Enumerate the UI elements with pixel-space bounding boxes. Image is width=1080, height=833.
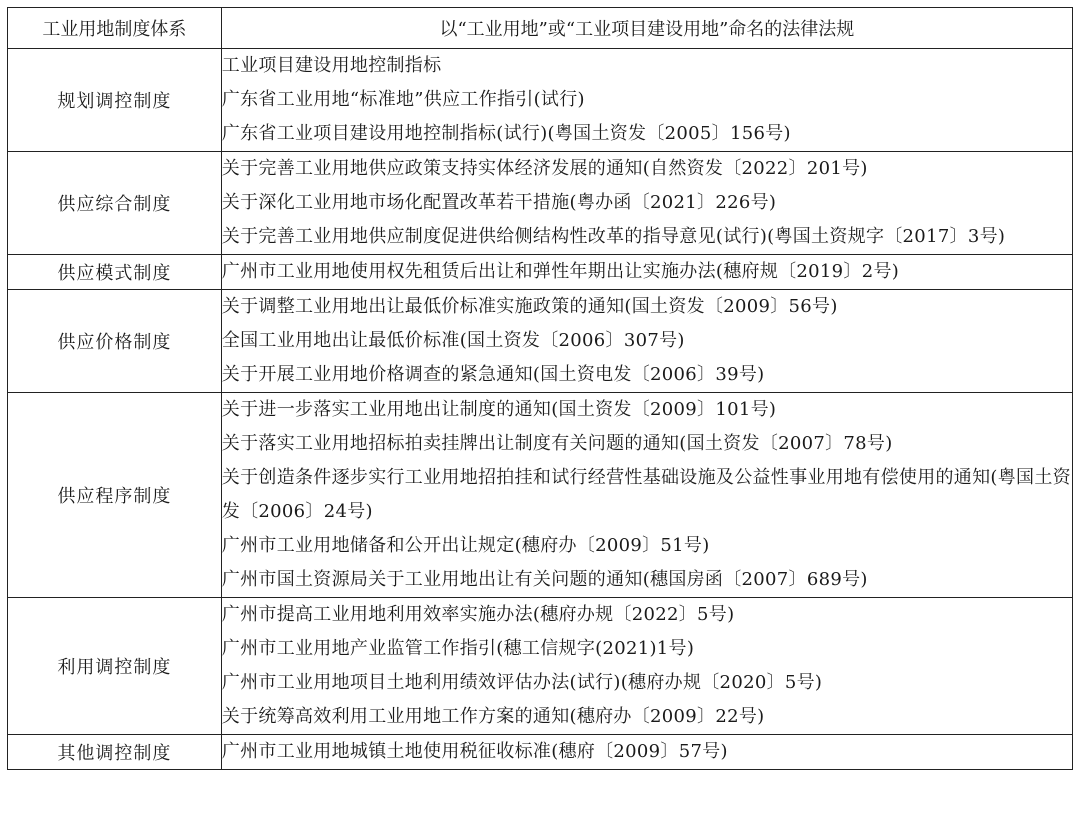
laws-cell — [221, 152, 1072, 255]
law-item: 关于完善工业用地供应政策支持实体经济发展的通知(自然资发〔2022〕201号) — [221, 158, 868, 179]
law-item: 关于完善工业用地供应制度促进供给侧结构性改革的指导意见(试行)(粤国土资规字〔2017〕3号) — [221, 226, 1006, 247]
table-row — [8, 393, 1073, 598]
law-item: 广州市工业用地项目土地利用绩效评估办法(试行)(穗府办规〔2020〕5号) — [221, 672, 823, 693]
law-item: 关于创造条件逐步实行工业用地招拍挂和试行经营性基础设施及公益性事业用地有偿使用的通知(粤国土资发〔2006〕24号) — [221, 467, 1071, 522]
law-item: 广州市工业用地城镇土地使用税征收标准(穗府〔2009〕57号) — [221, 741, 728, 762]
laws-cell — [221, 290, 1072, 393]
laws-cell — [221, 255, 1072, 290]
law-item: 关于深化工业用地市场化配置改革若干措施(粤办函〔2021〕226号) — [221, 192, 777, 213]
table-body — [8, 49, 1073, 770]
category-cell: 供应价格制度 — [8, 290, 222, 393]
header-regulations: 以“工业用地”或“工业项目建设用地”命名的法律法规 — [221, 8, 1072, 49]
header-row — [8, 8, 1073, 49]
law-item: 广州市国土资源局关于工业用地出让有关问题的通知(穗国房函〔2007〕689号) — [221, 569, 868, 590]
laws-cell — [221, 393, 1072, 598]
law-item: 广州市工业用地产业监管工作指引(穗工信规字(2021)1号) — [221, 638, 695, 659]
law-item: 广州市工业用地使用权先租赁后出让和弹性年期出让实施办法(穗府规〔2019〕2号) — [221, 261, 900, 282]
law-item: 关于调整工业用地出让最低价标准实施政策的通知(国土资发〔2009〕56号) — [221, 296, 838, 317]
table-row — [8, 735, 1073, 770]
table-row — [8, 598, 1073, 735]
law-item: 关于统筹高效利用工业用地工作方案的通知(穗府办〔2009〕22号) — [221, 706, 765, 727]
law-item: 广州市工业用地储备和公开出让规定(穗府办〔2009〕51号) — [221, 535, 710, 556]
law-item: 广州市提高工业用地利用效率实施办法(穗府办规〔2022〕5号) — [221, 604, 735, 625]
table-row — [8, 290, 1073, 393]
regulation-table — [7, 7, 1073, 770]
table-row — [8, 255, 1073, 290]
law-item: 关于落实工业用地招标拍卖挂牌出让制度有关问题的通知(国土资发〔2007〕78号) — [221, 433, 893, 454]
category-cell: 其他调控制度 — [8, 735, 222, 770]
law-item: 全国工业用地出让最低价标准(国土资发〔2006〕307号) — [221, 330, 685, 351]
table-row — [8, 152, 1073, 255]
category-cell: 供应模式制度 — [8, 255, 222, 290]
table-row — [8, 49, 1073, 152]
laws-cell — [221, 735, 1072, 770]
category-cell: 规划调控制度 — [8, 49, 222, 152]
category-cell: 供应程序制度 — [8, 393, 222, 598]
header-system: 工业用地制度体系 — [8, 8, 222, 49]
law-item: 广东省工业用地“标准地”供应工作指引(试行) — [221, 89, 585, 110]
law-item: 工业项目建设用地控制指标 — [221, 55, 442, 76]
laws-cell — [221, 598, 1072, 735]
category-cell: 供应综合制度 — [8, 152, 222, 255]
law-item: 广东省工业项目建设用地控制指标(试行)(粤国土资发〔2005〕156号) — [221, 123, 791, 144]
law-item: 关于开展工业用地价格调查的紧急通知(国土资电发〔2006〕39号) — [221, 364, 765, 385]
laws-cell — [221, 49, 1072, 152]
category-cell: 利用调控制度 — [8, 598, 222, 735]
law-item: 关于进一步落实工业用地出让制度的通知(国土资发〔2009〕101号) — [221, 399, 777, 420]
